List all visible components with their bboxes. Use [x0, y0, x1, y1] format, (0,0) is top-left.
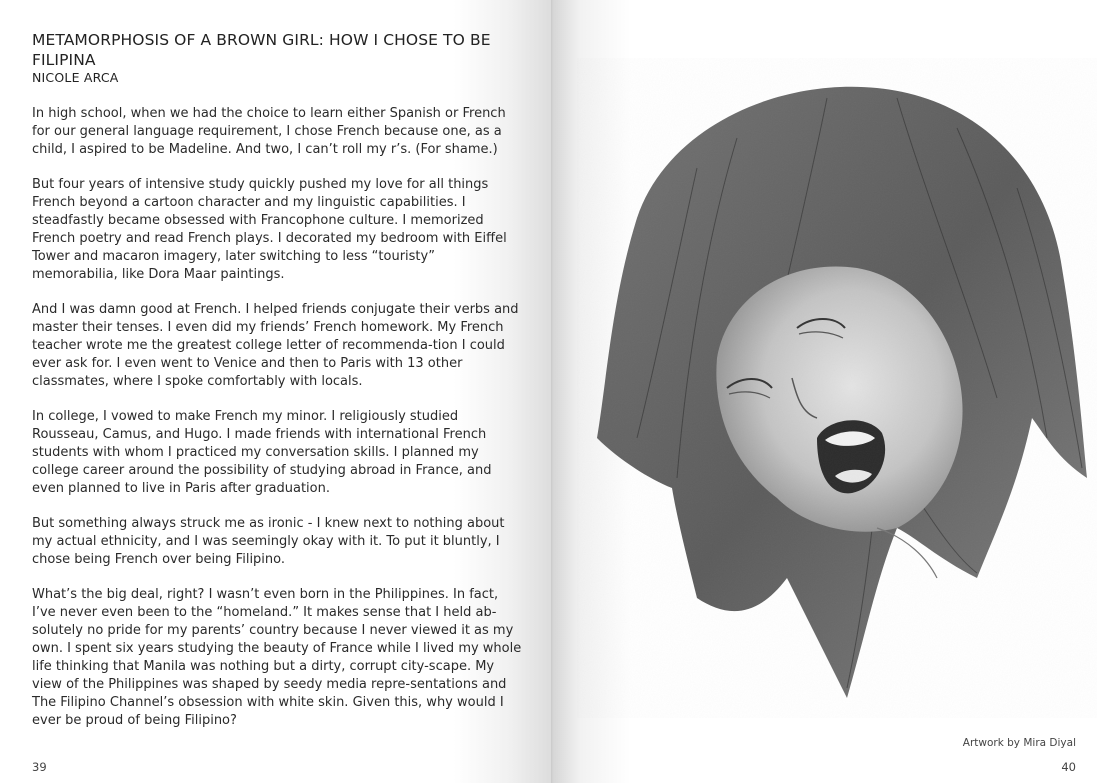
article-title: METAMORPHOSIS OF A BROWN GIRL: HOW I CHOSE TO BE FILIPINA [32, 31, 491, 69]
artwork-credit: Artwork by Mira Diyal [962, 737, 1076, 749]
left-page [0, 0, 553, 783]
paragraph: What’s the big deal, right? I wasn’t even born in the Philippines. In fact, I’ve never even been to the “homeland.” It makes sense that I held ab-solutely no pride for my parents’ country because I never viewed it as my own. I spent six years studying the beauty of France while I lived my whole life thinking that Manila was nothing but a dirty, corrupt city-scape. My view of the Philippines was shaped by seedy media repre-sentations and The Filipino Channel’s obsession with white skin. Given this, why would I ever be proud of being Filipino? [32, 587, 522, 728]
article-author: NICOLE ARCA [32, 70, 119, 85]
pencil-portrait-artwork [577, 58, 1097, 718]
page-number-right: 40 [1061, 760, 1076, 774]
paragraph: In college, I vowed to make French my minor. I religiously studied Rousseau, Camus, and Hugo. I made friends with international French students with whom I practiced my conversation skills. I planned my college career around the possibility of studying abroad in France, and even planned to live in Paris after graduation. [32, 409, 492, 496]
page-number-left: 39 [32, 760, 47, 774]
paragraph: And I was damn good at French. I helped friends conjugate their verbs and master their tenses. I even did my friends’ French homework. My French teacher wrote me the greatest college letter of recommenda-tion I could ever ask for. I even went to Venice and then to Paris with 13 other classmates, where I spoke comfortably with locals. [32, 302, 519, 389]
article-body [32, 105, 522, 747]
paragraph: But something always struck me as ironic - I knew next to nothing about my actual ethnicity, and I was seemingly okay with it. To put it bluntly, I chose being French over being Filipino. [32, 516, 505, 567]
paragraph: In high school, when we had the choice to learn either Spanish or French for our general language requirement, I chose French because one, as a child, I aspired to be Madeline. And two, I can’t roll my r’s. (For shame.) [32, 106, 506, 157]
right-page [553, 0, 1107, 783]
paragraph: But four years of intensive study quickly pushed my love for all things French beyond a cartoon character and my linguistic capabilities. I steadfastly became obsessed with Francophone culture. I memorized French poetry and read French plays. I decorated my bedroom with Eiffel Tower and macaron imagery, later switching to less “touristy” memorabilia, like Dora Maar paintings. [32, 177, 507, 282]
